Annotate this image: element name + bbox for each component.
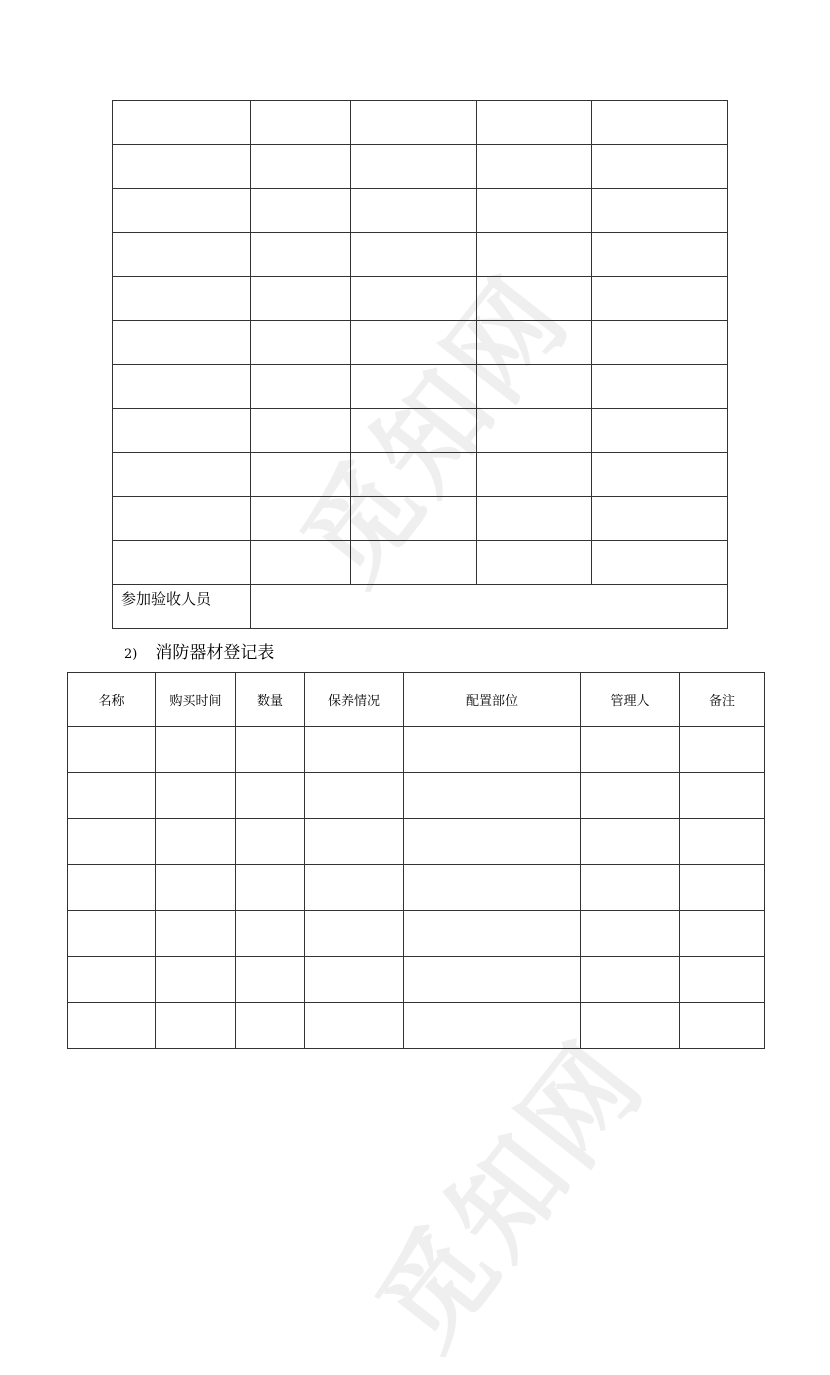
table-cell[interactable] — [113, 101, 251, 145]
fire-equipment-register-table — [67, 672, 765, 1049]
signature-label: 参加验收人员 — [113, 585, 251, 629]
section-title: 消防器材登记表 — [155, 643, 275, 663]
table-cell[interactable] — [477, 541, 592, 585]
table-cell[interactable] — [251, 189, 351, 233]
table-cell[interactable] — [592, 409, 728, 453]
table-cell[interactable] — [581, 865, 680, 911]
table-row — [68, 911, 765, 957]
table-cell[interactable] — [156, 865, 236, 911]
table-cell[interactable] — [477, 409, 592, 453]
table-row — [68, 773, 765, 819]
table-row — [113, 453, 728, 497]
table-cell[interactable] — [236, 773, 305, 819]
acceptance-table — [112, 100, 728, 629]
table-cell[interactable] — [404, 865, 581, 911]
table-cell[interactable] — [113, 541, 251, 585]
column-header: 管理人 — [581, 673, 680, 727]
section-heading — [124, 638, 274, 663]
column-header: 备注 — [680, 673, 765, 727]
table-cell[interactable] — [251, 145, 351, 189]
table-row — [113, 409, 728, 453]
table-cell[interactable] — [68, 773, 156, 819]
column-header: 购买时间 — [156, 673, 236, 727]
table-cell[interactable] — [305, 1003, 404, 1049]
table-cell[interactable] — [156, 1003, 236, 1049]
table-row — [68, 865, 765, 911]
table-cell[interactable] — [113, 189, 251, 233]
table-cell[interactable] — [581, 773, 680, 819]
table-cell[interactable] — [680, 911, 765, 957]
table-cell[interactable] — [251, 277, 351, 321]
table-cell[interactable] — [236, 1003, 305, 1049]
table-cell[interactable] — [156, 819, 236, 865]
table-cell[interactable] — [113, 497, 251, 541]
table-row — [113, 365, 728, 409]
table-cell[interactable] — [477, 145, 592, 189]
table-cell[interactable] — [68, 911, 156, 957]
signature-row — [113, 585, 728, 629]
table-cell[interactable] — [351, 365, 477, 409]
table-row — [113, 233, 728, 277]
table-cell[interactable] — [305, 727, 404, 773]
table-cell[interactable] — [680, 865, 765, 911]
table-cell[interactable] — [351, 321, 477, 365]
table-cell[interactable] — [236, 727, 305, 773]
table-cell[interactable] — [404, 819, 581, 865]
table-cell[interactable] — [113, 365, 251, 409]
watermark: 觅知网 — [278, 253, 594, 607]
table-cell[interactable] — [592, 321, 728, 365]
table-cell[interactable] — [251, 365, 351, 409]
table-cell[interactable] — [404, 773, 581, 819]
table-cell[interactable] — [68, 1003, 156, 1049]
table-cell[interactable] — [68, 819, 156, 865]
table-cell[interactable] — [351, 497, 477, 541]
table-cell[interactable] — [305, 773, 404, 819]
table-cell[interactable] — [251, 233, 351, 277]
table-cell[interactable] — [251, 101, 351, 145]
table-cell[interactable] — [351, 453, 477, 497]
table-cell[interactable] — [351, 277, 477, 321]
column-header: 保养情况 — [305, 673, 404, 727]
table-cell[interactable] — [477, 365, 592, 409]
table-cell[interactable] — [592, 101, 728, 145]
table-row — [113, 541, 728, 585]
table-cell[interactable] — [404, 957, 581, 1003]
table-cell[interactable] — [581, 1003, 680, 1049]
signature-field[interactable] — [251, 585, 728, 629]
table-row — [113, 101, 728, 145]
table-cell[interactable] — [236, 957, 305, 1003]
column-header: 数量 — [236, 673, 305, 727]
table-cell[interactable] — [680, 727, 765, 773]
table-cell[interactable] — [477, 233, 592, 277]
table-cell[interactable] — [156, 957, 236, 1003]
table-cell[interactable] — [592, 233, 728, 277]
table-cell[interactable] — [236, 911, 305, 957]
table-cell[interactable] — [351, 233, 477, 277]
table-cell[interactable] — [351, 189, 477, 233]
table-cell[interactable] — [592, 189, 728, 233]
table-cell[interactable] — [404, 727, 581, 773]
table-cell[interactable] — [581, 727, 680, 773]
table-cell[interactable] — [404, 1003, 581, 1049]
table-cell[interactable] — [477, 277, 592, 321]
table-row — [113, 277, 728, 321]
table-cell[interactable] — [592, 277, 728, 321]
table-row — [113, 497, 728, 541]
table-cell[interactable] — [113, 453, 251, 497]
table-cell[interactable] — [581, 819, 680, 865]
table-cell[interactable] — [592, 365, 728, 409]
table-row — [68, 727, 765, 773]
table-cell[interactable] — [113, 277, 251, 321]
table-cell[interactable] — [305, 911, 404, 957]
table-cell[interactable] — [156, 773, 236, 819]
table-cell[interactable] — [581, 957, 680, 1003]
table-cell[interactable] — [680, 1003, 765, 1049]
table-cell[interactable] — [113, 233, 251, 277]
table-cell[interactable] — [113, 409, 251, 453]
table-cell[interactable] — [592, 541, 728, 585]
section-number: 2) — [124, 647, 138, 662]
table-cell[interactable] — [592, 145, 728, 189]
table-cell[interactable] — [477, 453, 592, 497]
column-header: 名称 — [68, 673, 156, 727]
table-cell[interactable] — [680, 773, 765, 819]
table-cell[interactable] — [581, 911, 680, 957]
header-row — [68, 673, 765, 727]
table-row — [68, 957, 765, 1003]
table-cell[interactable] — [113, 145, 251, 189]
table-cell[interactable] — [251, 409, 351, 453]
table-cell[interactable] — [68, 727, 156, 773]
table-cell[interactable] — [251, 321, 351, 365]
watermark-bottom: 觅知网 — [353, 1018, 669, 1372]
table-row — [68, 819, 765, 865]
table-cell[interactable] — [680, 819, 765, 865]
table-row — [68, 1003, 765, 1049]
table-cell[interactable] — [404, 911, 581, 957]
table-cell[interactable] — [305, 819, 404, 865]
table-cell[interactable] — [251, 497, 351, 541]
table-cell[interactable] — [351, 541, 477, 585]
table-cell[interactable] — [156, 727, 236, 773]
table-cell[interactable] — [477, 497, 592, 541]
table-row — [113, 189, 728, 233]
table-cell[interactable] — [236, 819, 305, 865]
table-cell[interactable] — [236, 865, 305, 911]
table-cell[interactable] — [68, 865, 156, 911]
table-cell[interactable] — [305, 957, 404, 1003]
table-cell[interactable] — [113, 321, 251, 365]
table-cell[interactable] — [351, 101, 477, 145]
column-header: 配置部位 — [404, 673, 581, 727]
table-cell[interactable] — [251, 453, 351, 497]
table-cell[interactable] — [351, 409, 477, 453]
table-cell[interactable] — [68, 957, 156, 1003]
table-cell[interactable] — [251, 541, 351, 585]
table-cell[interactable] — [156, 911, 236, 957]
table-cell[interactable] — [680, 957, 765, 1003]
table-cell[interactable] — [305, 865, 404, 911]
table-cell[interactable] — [477, 101, 592, 145]
table-row — [113, 321, 728, 365]
table-cell[interactable] — [477, 321, 592, 365]
table-row — [113, 145, 728, 189]
table-cell[interactable] — [351, 145, 477, 189]
table-cell[interactable] — [592, 453, 728, 497]
table-cell[interactable] — [592, 497, 728, 541]
table-cell[interactable] — [477, 189, 592, 233]
